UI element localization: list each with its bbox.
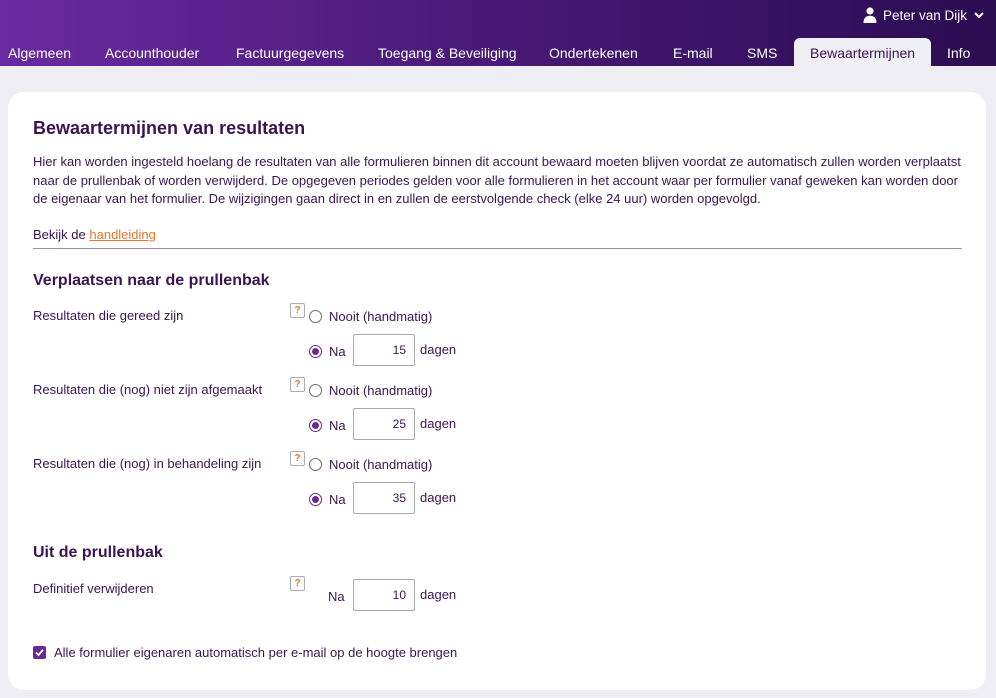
- radio-button[interactable]: [309, 384, 322, 397]
- tab-factuurgegevens[interactable]: Factuurgegevens: [236, 45, 345, 61]
- manual-link[interactable]: handleiding: [89, 227, 156, 242]
- radio-label: Nooit (handmatig): [329, 383, 433, 398]
- settings-panel: [8, 92, 986, 690]
- manual-prefix: Bekijk de: [33, 227, 86, 242]
- tab-algemeen[interactable]: Algemeen: [8, 45, 72, 61]
- tab-ondertekenen[interactable]: Ondertekenen: [549, 45, 638, 61]
- settings-tabs: [0, 38, 996, 66]
- delete-after-label: [328, 589, 345, 604]
- check-icon: [34, 647, 45, 658]
- radio-button[interactable]: [309, 345, 322, 358]
- notify-owners-checkbox[interactable]: [33, 645, 457, 660]
- days-input-delete[interactable]: 10: [353, 579, 415, 611]
- after-label: Na: [328, 589, 345, 604]
- help-icon[interactable]: ?: [290, 377, 305, 392]
- help-icon[interactable]: ?: [290, 303, 305, 318]
- radio-after-unfinished[interactable]: [309, 418, 346, 433]
- tab-accounthouder[interactable]: Accounthouder: [105, 45, 200, 61]
- row-label-delete: Definitief verwijderen: [33, 581, 154, 596]
- notify-label: Alle formulier eigenaren automatisch per e-mail op de hoogte brengen: [54, 645, 458, 660]
- radio-button[interactable]: [309, 419, 322, 432]
- tab-sms[interactable]: SMS: [747, 45, 778, 61]
- radio-button[interactable]: [309, 493, 322, 506]
- tab-email[interactable]: E-mail: [673, 45, 713, 61]
- chevron-down-icon[interactable]: [974, 10, 984, 20]
- radio-label: Na: [329, 418, 346, 433]
- user-icon: [863, 7, 877, 23]
- row-label-in-progress: Resultaten die (nog) in behandeling zijn: [33, 456, 262, 471]
- days-unit: dagen: [420, 587, 457, 602]
- page-title: Bewaartermijnen van resultaten: [33, 118, 306, 138]
- row-label-unfinished: Resultaten die (nog) niet zijn afgemaakt: [33, 382, 263, 397]
- top-bar: [0, 0, 996, 66]
- user-name: Peter van Dijk: [882, 7, 967, 23]
- manual-line: [33, 227, 156, 242]
- checkbox-checked[interactable]: [33, 646, 46, 659]
- days-input-unfinished[interactable]: 25: [353, 408, 415, 440]
- radio-label: Nooit (handmatig): [329, 309, 433, 324]
- radio-after-completed[interactable]: [309, 344, 346, 359]
- tab-bewaartermijnen[interactable]: Bewaartermijnen: [794, 38, 931, 66]
- radio-never-in-progress[interactable]: [309, 457, 432, 472]
- help-icon[interactable]: ?: [290, 576, 305, 591]
- days-unit: dagen: [420, 416, 457, 431]
- tab-toegang-beveiliging[interactable]: Toegang & Beveiliging: [378, 45, 517, 61]
- radio-after-in-progress[interactable]: [309, 492, 346, 507]
- intro-text: Hier kan worden ingesteld hoelang de resultaten van alle formulieren binnen dit account bewaard moeten blijven voordat ze automatisch zullen worden verplaatst naar de prullenbak of worden verwijderd. De opgegeven periodes gelden voor alle formulieren in het account waar per formulier vanaf geweken kan worden door de eigenaar van het formulier. De wijzigingen gaan direct in en zullen de eerstvolgende check (elke 24 uur) worden opgevolgd.: [33, 154, 961, 206]
- radio-label: Na: [329, 492, 346, 507]
- help-icon[interactable]: ?: [290, 451, 305, 466]
- radio-label: Nooit (handmatig): [329, 457, 433, 472]
- row-label-completed: Resultaten die gereed zijn: [33, 308, 184, 323]
- trash-section-title: Verplaatsen naar de prullenbak: [33, 272, 270, 289]
- days-unit: dagen: [420, 342, 457, 357]
- radio-button[interactable]: [309, 310, 322, 323]
- radio-label: Na: [329, 344, 346, 359]
- days-input-in-progress[interactable]: 35: [353, 482, 415, 514]
- user-menu[interactable]: [863, 6, 984, 24]
- days-unit: dagen: [420, 490, 457, 505]
- divider: [33, 248, 962, 249]
- radio-button[interactable]: [309, 458, 322, 471]
- radio-never-unfinished[interactable]: [309, 383, 432, 398]
- delete-section-title: Uit de prullenbak: [33, 544, 163, 561]
- tab-info[interactable]: Info: [947, 45, 971, 61]
- days-input-completed[interactable]: 15: [353, 334, 415, 366]
- radio-never-completed[interactable]: [309, 309, 432, 324]
